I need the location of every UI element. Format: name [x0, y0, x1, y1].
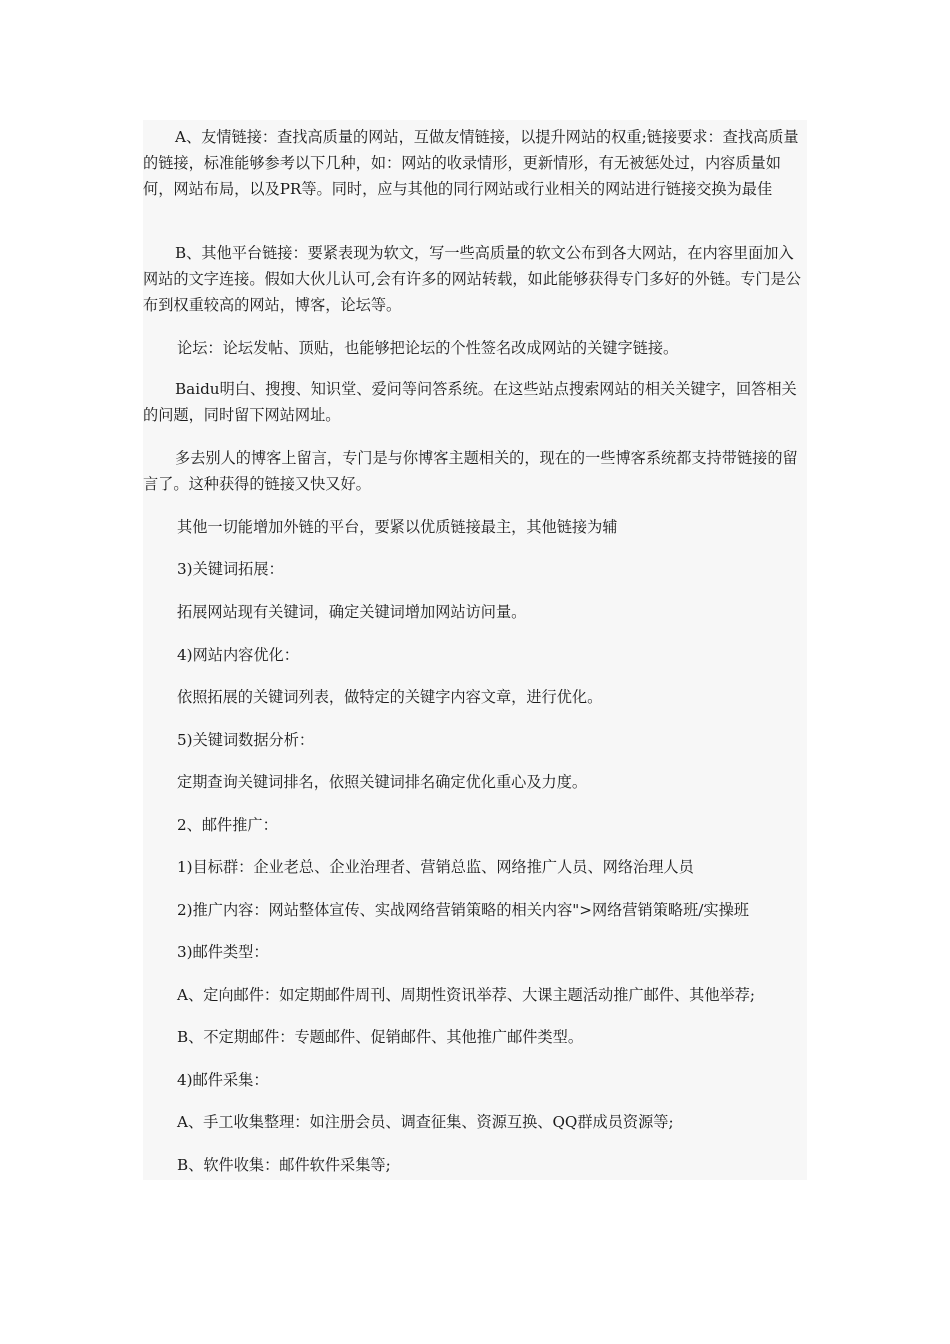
heading-email-promotion: 2、邮件推广： [177, 816, 278, 834]
paragraph-qa-systems: Baidu明白、搜搜、知识堂、爱问等问答系统。在这些站点搜索网站的相关关键字，回答相关的问题，同时留下网站网址。 [143, 380, 797, 424]
paragraph-friend-links: A、友情链接：查找高质量的网站，互做友情链接，以提升网站的权重;链接要求：查找高质量的链接，标准能够参考以下几种，如：网站的收录情形，更新情形，有无被惩处过，内容质量如何，网站布局，以及PR等。同时，应与其他的同行网站或行业相关的网站进行链接交换为最佳 [143, 128, 799, 198]
paragraph-keyword-expansion: 拓展网站现有关键词，确定关键词增加网站访问量。 [177, 603, 527, 621]
paragraph-other-platforms: 其他一切能增加外链的平台，要紧以优质链接最主，其他链接为辅 [177, 518, 618, 536]
paragraph-target-group: 1)目标群：企业老总、企业治理者、营销总监、网络推广人员、网络治理人员 [177, 858, 694, 876]
paragraph-targeted-emails: A、定向邮件：如定期邮件周刊、周期性资讯举荐、大课主题活动推广邮件、其他举荐; [177, 986, 756, 1004]
paragraph-software-collection: B、软件收集：邮件软件采集等; [177, 1156, 391, 1174]
paragraph-manual-collection: A、手工收集整理：如注册会员、调查征集、资源互换、QQ群成员资源等; [177, 1113, 674, 1131]
paragraph-promotion-content: 2)推广内容：网站整体宣传、实战网络营销策略的相关内容">网络营销策略班/实操班 [177, 901, 749, 919]
paragraph-forum: 论坛：论坛发帖、顶贴，也能够把论坛的个性签名改成网站的关键字链接。 [177, 339, 679, 357]
paragraph-blog-comments: 多去别人的博客上留言，专门是与你博客主题相关的，现在的一些博客系统都支持带链接的留言了。这种获得的链接又快又好。 [143, 449, 798, 493]
heading-email-collection: 4)邮件采集： [177, 1071, 269, 1089]
paragraph-keyword-analysis: 定期查询关键词排名，依照关键词排名确定优化重心及力度。 [177, 773, 588, 791]
heading-keyword-expansion: 3)关键词拓展： [177, 560, 284, 578]
paragraph-content-optimization: 依照拓展的关键词列表，做特定的关键字内容文章，进行优化。 [177, 688, 603, 706]
document-body [143, 120, 807, 1180]
paragraph-irregular-emails: B、不定期邮件：专题邮件、促销邮件、其他推广邮件类型。 [177, 1028, 584, 1046]
paragraph-other-platform-links: B、其他平台链接：要紧表现为软文，写一些高质量的软文公布到各大网站，在内容里面加入网站的文字连接。假如大伙儿认可,会有许多的网站转载，如此能够获得专门多好的外链。专门是公布到权重较高的网站，博客，论坛等。 [143, 244, 801, 314]
heading-email-types: 3)邮件类型： [177, 943, 269, 961]
heading-content-optimization: 4)网站内容优化： [177, 646, 299, 664]
heading-keyword-analysis: 5)关键词数据分析： [177, 731, 315, 749]
